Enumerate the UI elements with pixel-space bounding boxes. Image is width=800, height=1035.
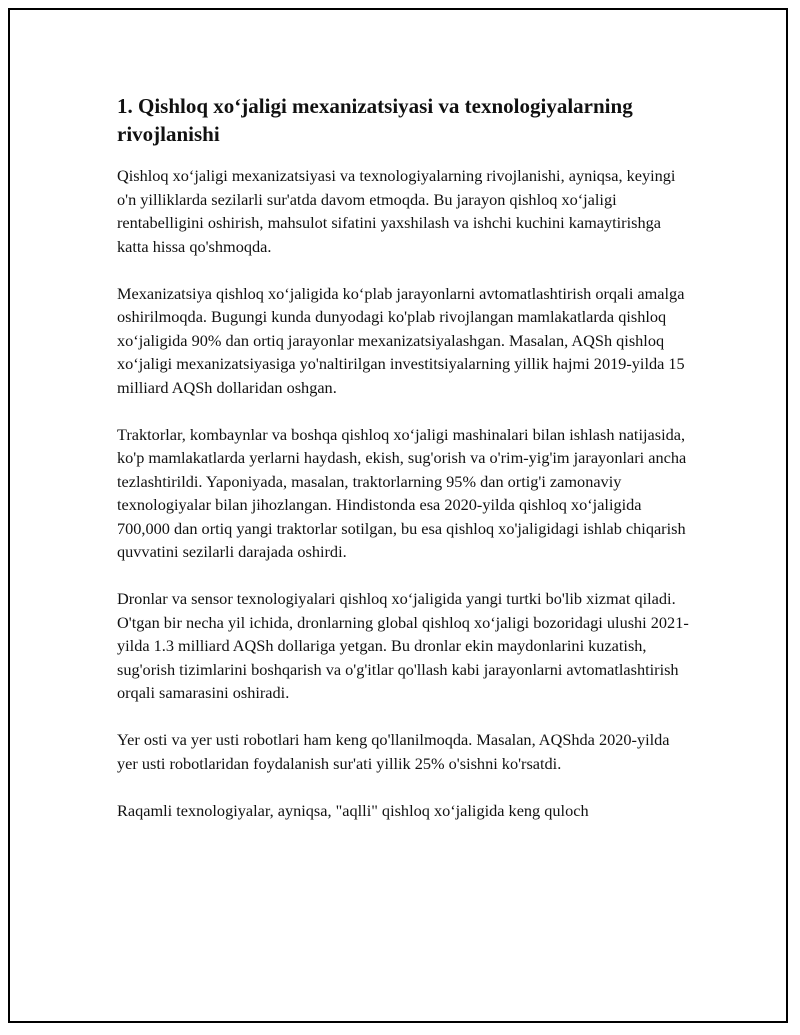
paragraph-intro: Qishloq xo‘jaligi mexanizatsiyasi va texnologiyalarning rivojlanishi, ayniqsa, keyingi o'n yilliklarda sezilarli sur'atda davom etmoqda. Bu jarayon qishloq xo‘jaligi rentabelligini oshirish, mahsulot sifatini yaxshilash va ishchi kuchini kamaytirishga katta hissa qo'shmoqda. xyxy=(117,166,676,256)
paragraph-robots: Yer osti va yer usti robotlari ham keng qo'llanilmoqda. Masalan, AQShda 2020-yilda yer usti robotlaridan foydalanish sur'ati yillik 25% o'sishni ko'rsatdi. xyxy=(117,730,670,773)
paragraph-digital: Raqamli texnologiyalar, ayniqsa, "aqlli" qishloq xo‘jaligida keng quloch xyxy=(117,800,589,820)
paragraph-mechanization: Mexanizatsiya qishloq xo‘jaligida ko‘plab jarayonlarni avtomatlashtirish orqali amalga oshirilmoqda. Bugungi kunda dunyodagi ko'plab rivojlangan mamlakatlarda qishloq xo‘jaligida 90% dan ortiq jarayonlar mexanizatsiyalashgan. Masalan, AQSh qishloq xo‘jaligi mexanizatsiyasiga yo'naltirilgan investitsiyalarning yillik hajmi 2019-yilda 15 milliard AQSh dollaridan oshgan. xyxy=(117,283,685,397)
paragraph-tractors: Traktorlar, kombaynlar va boshqa qishloq xo‘jaligi mashinalari bilan ishlash natijasida, ko'p mamlakatlarda yerlarni haydash, ekish, sug'orish va o'rim-yig'im jarayonlari ancha tezlashtirildi. Yaponiyada, masalan, traktorlarning 95% dan ortig'i zamonaviy texnologiyalar bilan jihozlangan. Hindistonda esa 2020-yilda qishloq xo‘jaligida 700,000 dan ortiq yangi traktorlar sotilgan, bu esa qishloq xo'jaligidagi ishlab chiqarish quvvatini sezilarli darajada oshirdi. xyxy=(117,424,687,561)
section-heading: 1. Qishloq xo‘jaligi mexanizatsiyasi va texnologiyalarning rivojlanishi xyxy=(117,94,633,146)
document-content xyxy=(117,92,691,846)
paragraph-drones: Dronlar va sensor texnologiyalari qishloq xo‘jaligida yangi turtki bo'lib xizmat qiladi. O'tgan bir necha yil ichida, dronlarning global qishloq xo‘jaligi bozoridagi ulushi 2021-yilda 1.3 milliard AQSh dollariga yetgan. Bu dronlar ekin maydonlarini kuzatish, sug'orish tizimlarini boshqarish va o'g'itlar qo'llash kabi jarayonlarni avtomatlashtirish orqali samarasini oshiradi. xyxy=(117,589,689,702)
